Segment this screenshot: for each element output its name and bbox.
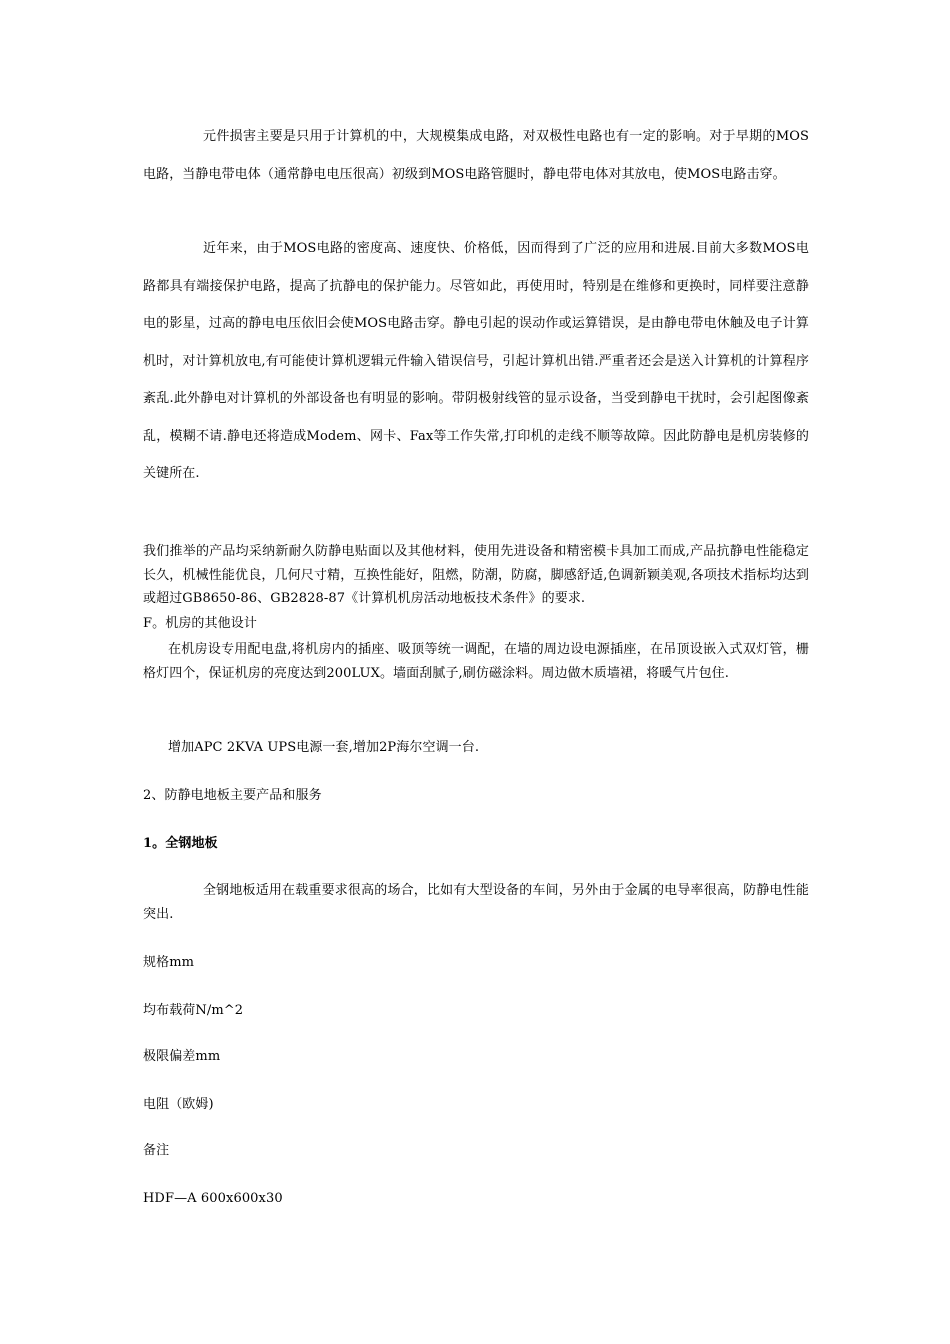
spec-label-remarks: 备注 [143, 1143, 170, 1158]
paragraph-power-distribution: 在机房设专用配电盘,将机房内的插座、吸顶等统一调配，在墙的周边设电源插座，在吊顶设嵌入式双灯管，栅格灯四个，保证机房的亮度达到200LUX。墙面刮腻子,刷仿磁涂料。周边做木质墙裙，将暖气片包住. [143, 642, 809, 681]
heading-products-services: 2、防静电地板主要产品和服务 [143, 788, 322, 803]
spec-label-size: 规格mm [143, 955, 195, 970]
paragraph-recommended-products: 我们推举的产品均采纳新耐久防静电贴面以及其他材料，使用先进设备和精密模卡具加工而成,产品抗静电性能稳定长久，机械性能优良，几何尺寸精，互换性能好，阻燃，防潮，防腐，脚感舒适,色调新颖美观,各项技术指标均达到或超过GB8650-86、GB2828-87《计算机机房活动地板技术条件》的要求. [143, 544, 809, 606]
heading-steel-floor: 1。全钢地板 [143, 836, 218, 851]
paragraph-ups-aircon: 增加APC 2KVA UPS电源一套,增加2P海尔空调一台. [168, 740, 480, 755]
spec-model-hdf-a: HDF—A 600x600x30 [143, 1191, 283, 1206]
heading-other-design: F。机房的其他设计 [143, 616, 257, 631]
paragraph-steel-floor-desc: 全钢地板适用在载重要求很高的场合，比如有大型设备的车间，另外由于金属的电导率很高，防静电性能突出. [143, 883, 809, 922]
paragraph-mos-circuits: 近年来，由于MOS电路的密度高、速度快、价格低，因而得到了广泛的应用和进展.目前大多数MOS电路都具有端接保护电路，提高了抗静电的保护能力。尽管如此，再使用时，特别是在维修和更换时，同样要注意静电的影星，过高的静电电压依旧会使MOS电路击穿。静电引起的误动作或运算错误，是由静电带电休触及电子计算机时，对计算机放电,有可能使计算机逻辑元件输入错误信号，引起计算机出错.严重者还会是送入计算机的计算程序紊乱.此外静电对计算机的外部设备也有明显的影响。带阴极射线管的显示设备，当受到静电干扰时，会引起图像紊乱，模糊不请.静电还将造成Modem、网卡、Fax等工作失常,打印机的走线不顺等故障。因此防静电是机房装修的关键所在. [143, 241, 809, 481]
paragraph-component-damage: 元件损害主要是只用于计算机的中，大规模集成电路，对双极性电路也有一定的影响。对于早期的MOS电路，当静电带电体（通常静电电压很高）初级到MOS电路管腿时，静电带电体对其放电，使MOS电路击穿。 [143, 129, 809, 182]
spec-label-resistance: 电阻（欧姆) [143, 1097, 214, 1112]
spec-label-load: 均布载荷N/m^2 [143, 1003, 244, 1018]
spec-label-deviation: 极限偏差mm [143, 1049, 221, 1064]
